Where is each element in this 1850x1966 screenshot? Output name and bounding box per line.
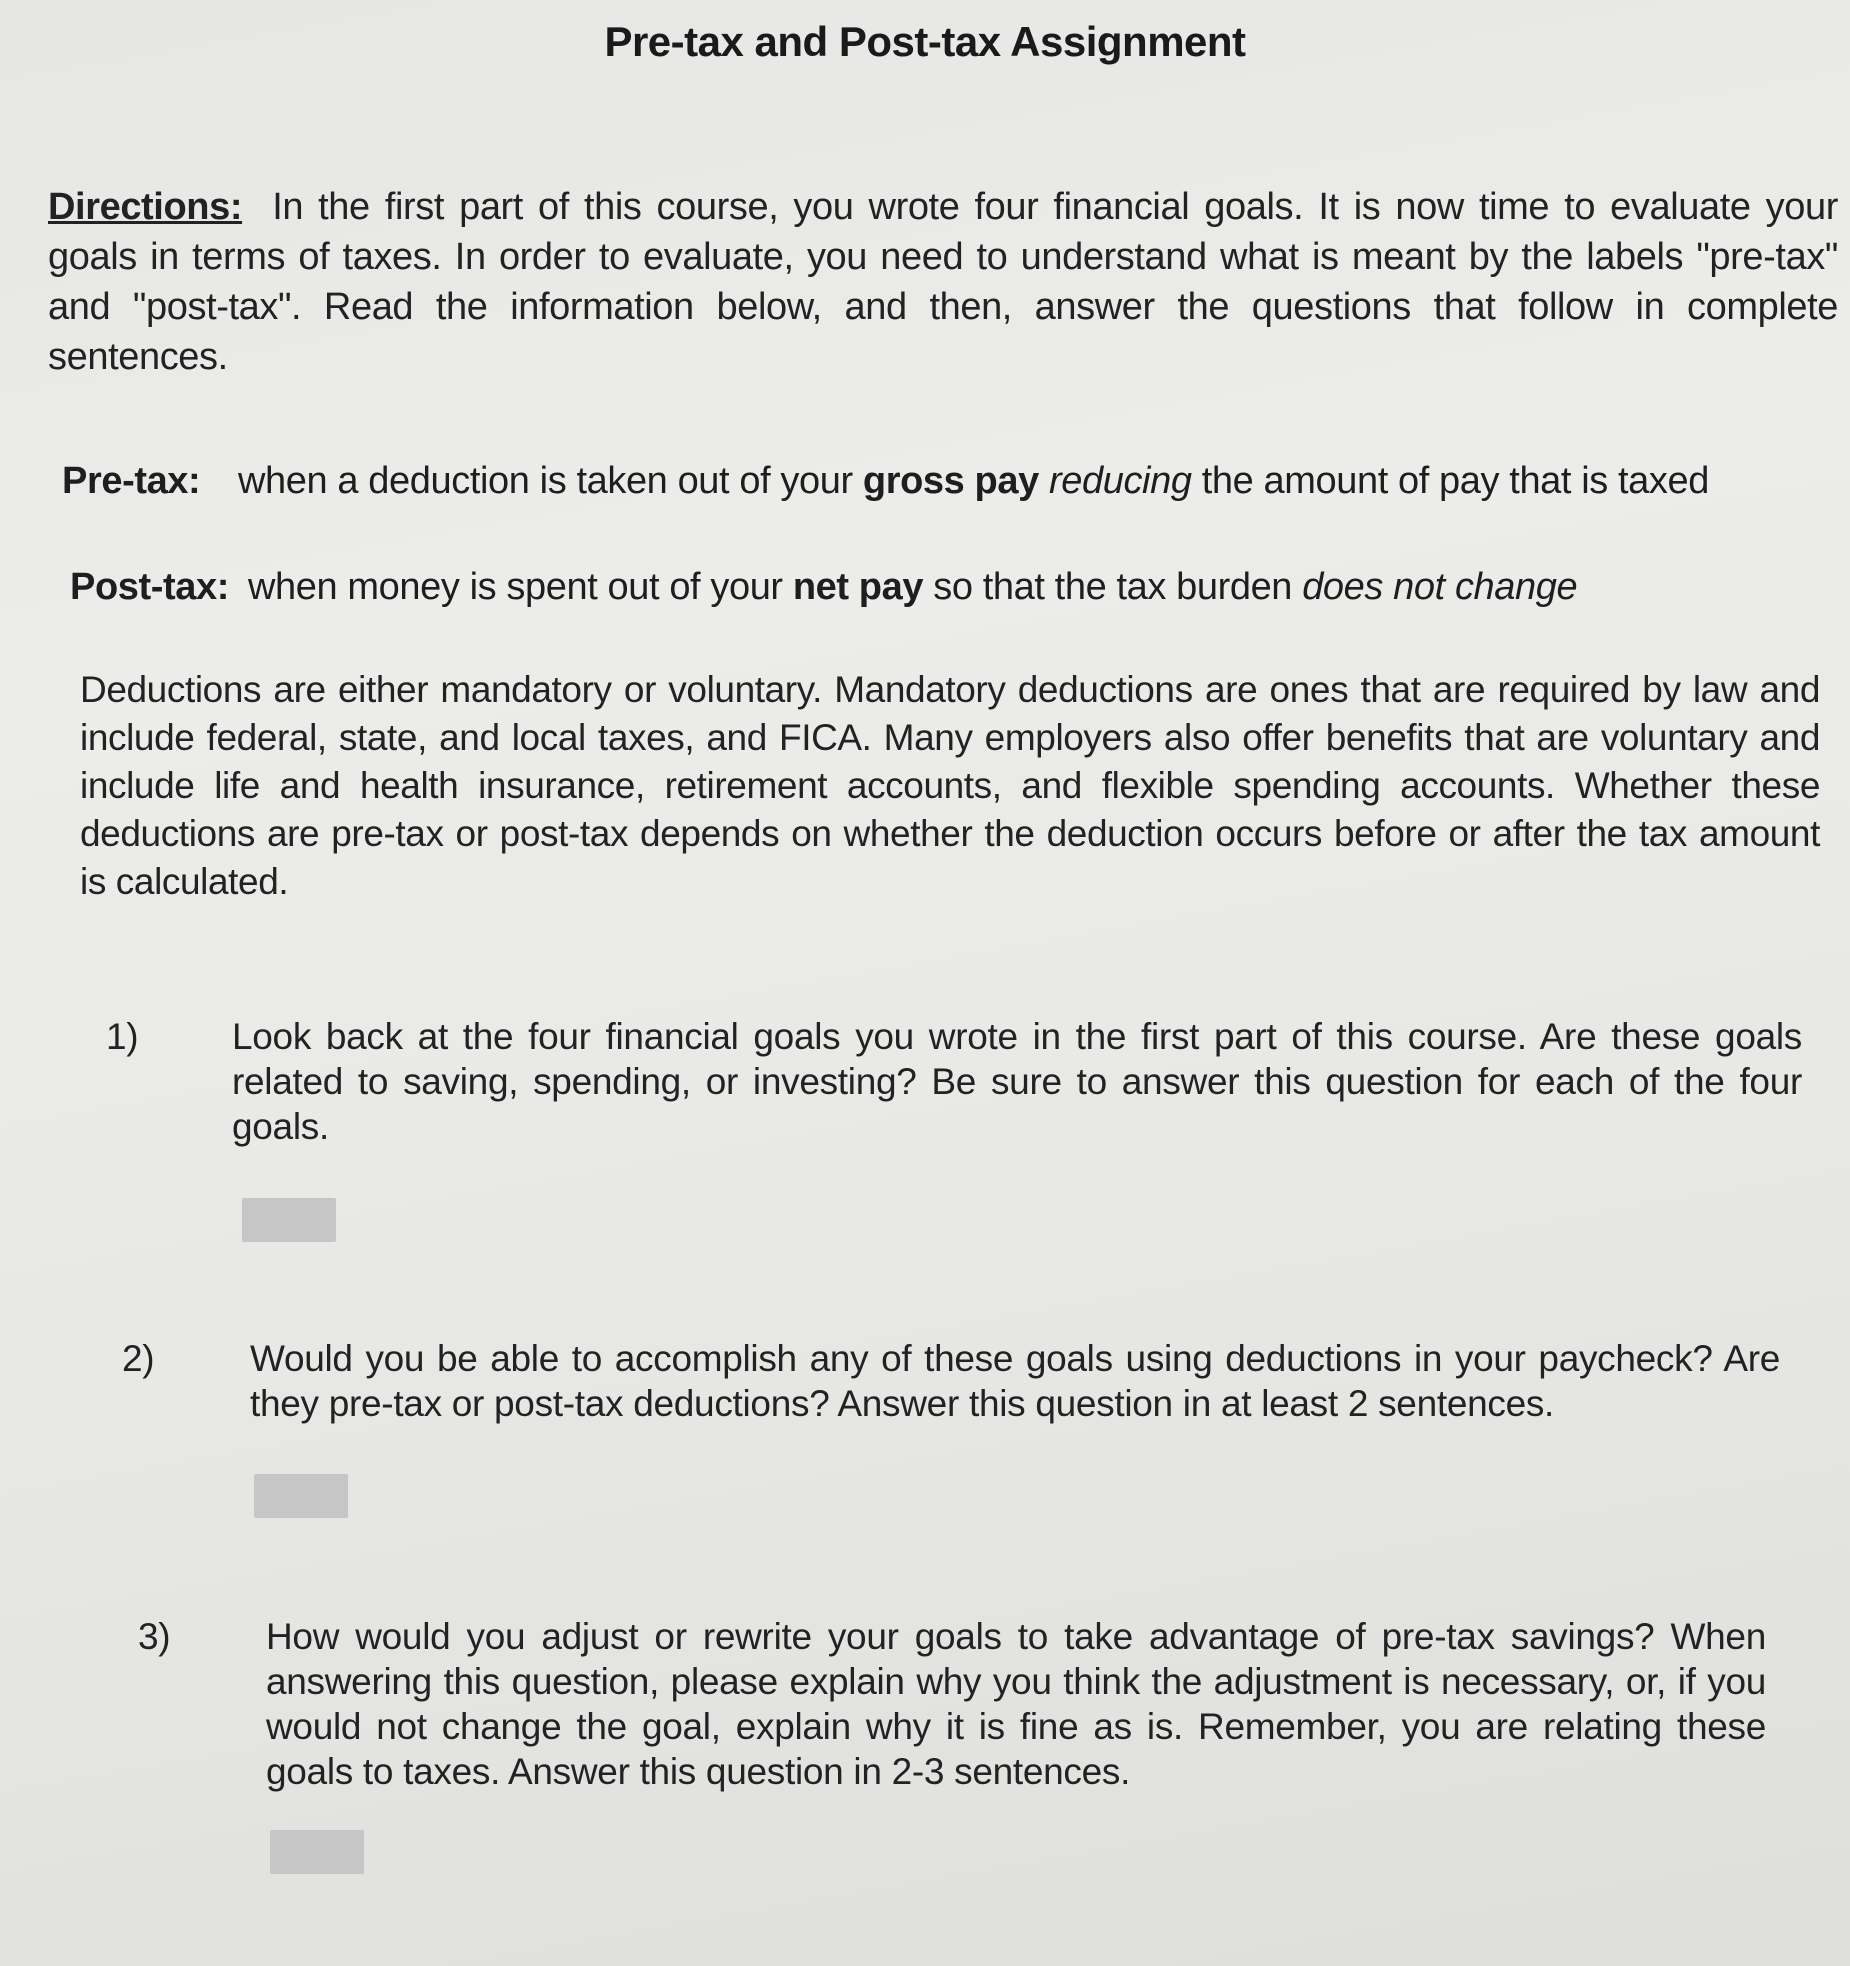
answer-field-2[interactable]: [254, 1474, 348, 1518]
posttax-italic: does not change: [1302, 566, 1578, 608]
posttax-definition: [70, 562, 1577, 612]
pretax-space: [1039, 460, 1049, 502]
question-text: Would you be able to accomplish any of these goals using deductions in your paycheck? Are they pre-tax or post-tax deductions? Answer this question in at least 2 sentences.: [250, 1338, 1780, 1424]
posttax-term: Post-tax:: [70, 566, 229, 608]
question-number: 2): [122, 1338, 155, 1379]
posttax-bold: net pay: [792, 566, 924, 608]
posttax-text-middle: so that the tax burden: [923, 566, 1303, 608]
question-number: 1): [106, 1016, 139, 1057]
pretax-bold: gross pay: [862, 460, 1039, 502]
directions-paragraph: [48, 182, 1838, 382]
question-number: 3): [138, 1616, 171, 1657]
posttax-text-before: when money is spent out of your: [248, 566, 793, 608]
question-2: [122, 1336, 1780, 1426]
directions-text: In the first part of this course, you wrote four financial goals. It is now time to evaluate your goals in terms of taxes. In order to evaluate, you need to understand what is meant by the labels "pre-tax" and "post-tax". Read the information below, and then, answer the questions that follow in complete sentences.: [48, 186, 1838, 378]
pretax-text-before: when a deduction is taken out of your: [238, 460, 863, 502]
question-text: How would you adjust or rewrite your goals to take advantage of pre-tax savings? When answering this question, please explain why you think the adjustment is necessary, or, if you would not change the goal, explain why it is fine as is. Remember, you are relating these goals to taxes. Answer this question in 2-3 sentences.: [266, 1616, 1766, 1792]
question-text: Look back at the four financial goals you wrote in the first part of this course. Are these goals related to saving, spending, or investing? Be sure to answer this question for each of the four goals.: [232, 1016, 1802, 1147]
directions-label: Directions:: [48, 186, 243, 228]
pretax-term: Pre-tax:: [62, 460, 201, 502]
answer-field-1[interactable]: [242, 1198, 336, 1242]
question-1: [106, 1014, 1802, 1149]
pretax-italic: reducing: [1048, 460, 1192, 502]
page-title: Pre-tax and Post-tax Assignment: [604, 18, 1246, 65]
pretax-definition: [62, 456, 1709, 506]
answer-field-3[interactable]: [270, 1830, 364, 1874]
pretax-text-after: the amount of pay that is taxed: [1191, 460, 1709, 502]
question-3: [138, 1614, 1766, 1794]
deductions-paragraph: Deductions are either mandatory or voluntary. Mandatory deductions are ones that are required by law and include federal, state, and local taxes, and FICA. Many employers also offer benefits that are voluntary and include life and health insurance, retirement accounts, and flexible spending accounts. Whether these deductions are pre-tax or post-tax depends on whether the deduction occurs before or after the tax amount is calculated.: [80, 669, 1820, 902]
